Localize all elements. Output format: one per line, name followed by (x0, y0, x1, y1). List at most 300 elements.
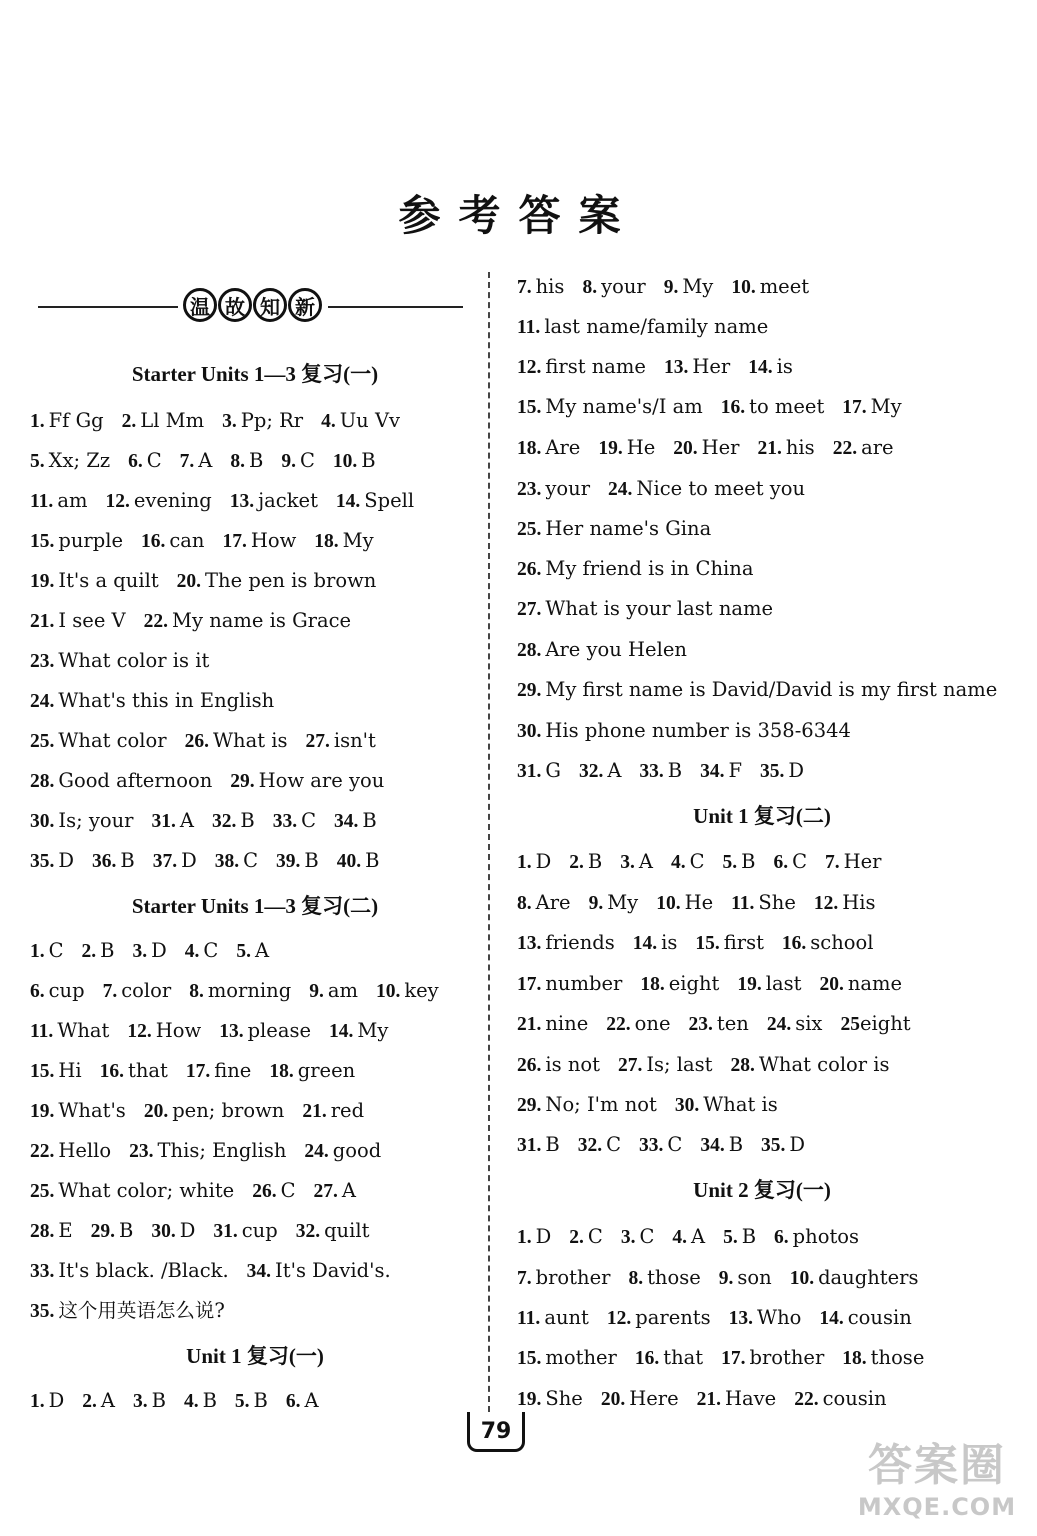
answer-item (761, 1133, 805, 1156)
answer-text: C (587, 1225, 603, 1248)
answer-item (141, 529, 204, 552)
answer-item (105, 489, 211, 512)
answer-item (336, 489, 414, 512)
answer-number: 35. (30, 1301, 55, 1322)
answer-number: 7. (102, 981, 118, 1002)
answer-number: 33. (272, 811, 298, 832)
answer-item (517, 678, 997, 701)
answer-text: What color is (758, 1053, 890, 1076)
answer-text: A (100, 1389, 115, 1412)
answer-number: 19. (517, 1389, 542, 1410)
answer-text: your (545, 477, 591, 500)
answer-item (376, 979, 439, 1002)
answer-number: 26. (184, 731, 209, 752)
answer-line (30, 408, 400, 435)
watermark-text: 答案圈 (868, 1440, 1006, 1491)
answer-text: B (545, 1133, 560, 1156)
answer-number: 6. (285, 1391, 301, 1412)
answer-number: 30. (30, 811, 55, 832)
answer-number: 4. (321, 411, 336, 432)
answer-item (91, 1219, 134, 1242)
answer-item (30, 1219, 73, 1242)
answer-text: his (535, 275, 565, 298)
answer-text: What is (703, 1093, 778, 1116)
answer-item (30, 1259, 229, 1282)
answer-text: brother (535, 1266, 611, 1289)
answer-text: My (357, 1019, 389, 1042)
page-number: 79 (467, 1412, 525, 1452)
answer-text: green (297, 1059, 356, 1082)
answer-text: can (169, 529, 205, 552)
answer-text: is not (545, 1053, 600, 1076)
answer-number: 15. (517, 397, 542, 418)
answer-number: 22. (30, 1141, 55, 1162)
answer-number: 13. (728, 1308, 754, 1329)
answer-line (30, 1388, 319, 1415)
answer-line (517, 314, 768, 341)
answer-number: 39. (276, 851, 301, 872)
answer-item (153, 849, 197, 872)
answer-text: B (741, 850, 756, 873)
answer-number: 14. (335, 491, 361, 512)
answer-line (30, 1018, 388, 1045)
answer-line (30, 1058, 355, 1085)
answer-number: 26. (517, 559, 542, 580)
answer-line (30, 648, 209, 675)
answer-text: The pen is brown (205, 569, 377, 592)
answer-number: 34. (333, 811, 359, 832)
answer-item (30, 729, 167, 752)
answer-line (517, 1132, 805, 1159)
answer-line (30, 978, 439, 1005)
answer-item (235, 1389, 268, 1412)
answer-number: 15. (30, 531, 55, 552)
answer-number: 23. (129, 1141, 154, 1162)
answer-text: color (121, 979, 172, 1002)
answer-number: 20. (600, 1389, 626, 1410)
answer-item (314, 1179, 356, 1202)
answer-number: 7. (825, 852, 840, 873)
answer-line (30, 608, 351, 635)
answer-number: 4. (670, 852, 686, 873)
answer-number: 13. (229, 491, 255, 512)
answer-item (30, 849, 74, 872)
answer-text: Uu Vv (339, 409, 401, 432)
answer-item (128, 449, 162, 472)
answer-text: meet (759, 275, 810, 298)
answer-text: How (155, 1019, 202, 1042)
answer-number: 16. (634, 1348, 660, 1369)
answer-text: What color; white (58, 1179, 235, 1202)
answer-text: C (203, 939, 219, 962)
answer-text: It's black. /Black. (58, 1259, 229, 1282)
answer-text: This; English (157, 1139, 287, 1162)
answer-item (281, 449, 315, 472)
answer-number: 24. (304, 1141, 329, 1162)
answer-text: E (58, 1219, 73, 1242)
answer-number: 18. (842, 1348, 867, 1369)
answer-text: Her (701, 436, 740, 459)
answer-item (621, 1225, 655, 1248)
answer-number: 28. (30, 771, 55, 792)
answer-item (230, 449, 263, 472)
banner-rule-left (38, 306, 178, 308)
answer-number: 28. (730, 1055, 755, 1076)
answer-number: 35. (30, 851, 55, 872)
answer-number: 11. (30, 491, 54, 512)
answer-item (579, 759, 621, 782)
banner-rule-right (328, 306, 463, 308)
answer-number: 10. (731, 277, 756, 298)
answer-item (517, 1012, 588, 1035)
answer-number: 11. (517, 1308, 541, 1329)
answer-text: A (254, 939, 270, 962)
answer-item (721, 1346, 824, 1369)
answer-item (30, 569, 159, 592)
answer-number: 17. (842, 397, 867, 418)
answer-line (517, 1345, 924, 1372)
answer-item (517, 315, 768, 338)
answer-item (517, 1346, 617, 1369)
answer-number: 18. (269, 1061, 294, 1082)
answer-text: those (647, 1266, 701, 1289)
answer-number: 2. (82, 1391, 97, 1412)
answer-text: D (535, 1225, 552, 1248)
answer-text: A (304, 1389, 319, 1412)
answer-line (517, 758, 804, 785)
answer-number: 34. (700, 761, 725, 782)
answer-item (840, 1012, 910, 1035)
answer-number: 7. (517, 277, 532, 298)
answer-item (819, 1306, 911, 1329)
answer-number: 7. (179, 451, 195, 472)
answer-text: My first name is David/David is my first name (545, 678, 998, 701)
answer-line (30, 688, 274, 715)
answer-item (276, 849, 319, 872)
answer-number: 22. (794, 1389, 819, 1410)
answer-text: A (607, 759, 622, 782)
answer-item (731, 891, 796, 914)
answer-text: B (587, 850, 603, 873)
answer-text: purple (58, 529, 123, 552)
answer-text: His (842, 891, 876, 914)
answer-text: B (249, 449, 264, 472)
answer-item (782, 931, 874, 954)
answer-item (321, 409, 400, 432)
answer-item (606, 1012, 670, 1035)
answer-text: quilt (324, 1219, 370, 1242)
answer-item (103, 979, 172, 1002)
answer-text: No; I'm not (545, 1093, 657, 1116)
answer-item (607, 1306, 711, 1329)
answer-text: Good afternoon (58, 769, 213, 792)
answer-line (30, 1258, 391, 1285)
answer-number: 18. (640, 974, 665, 995)
answer-line (517, 596, 773, 623)
answer-number: 16. (720, 397, 746, 418)
answer-number: 32. (295, 1221, 321, 1242)
answer-number: 10. (375, 981, 401, 1002)
answer-number: 1. (517, 852, 532, 873)
answer-item (517, 759, 561, 782)
answer-item (639, 1133, 682, 1156)
answer-number: 5. (30, 451, 45, 472)
answer-item (517, 1133, 560, 1156)
answer-text: please (247, 1019, 312, 1042)
answer-text: What color is it (58, 649, 210, 672)
answer-number: 23. (517, 479, 542, 500)
answer-number: 4. (184, 941, 200, 962)
answer-text: six (795, 1012, 823, 1035)
answer-text: What's (58, 1099, 126, 1122)
answer-line (30, 528, 374, 555)
answer-item (842, 395, 901, 418)
answer-item (230, 489, 318, 512)
answer-line (517, 394, 902, 421)
answer-number: 27. (305, 731, 330, 752)
answer-number: 22. (143, 611, 169, 632)
answer-item (517, 517, 711, 540)
answer-text: D (179, 1219, 196, 1242)
answer-item (252, 1179, 295, 1202)
answer-number: 31. (517, 761, 542, 782)
answer-number: 36. (92, 851, 117, 872)
answer-text: Hi (58, 1059, 82, 1082)
answer-text: aunt (544, 1306, 589, 1329)
answer-item (689, 1012, 749, 1035)
answer-number: 23. (30, 651, 55, 672)
answer-line (517, 1265, 918, 1292)
answer-number: 19. (737, 974, 762, 995)
answer-item (180, 449, 213, 472)
answer-number: 32. (578, 761, 604, 782)
answer-number: 19. (598, 438, 623, 459)
answer-number: 17. (185, 1061, 211, 1082)
answer-number: 2. (569, 1227, 584, 1248)
answer-text: parents (635, 1306, 711, 1329)
answer-item (721, 395, 825, 418)
answer-text: Here (629, 1387, 679, 1410)
answer-number: 9. (718, 1268, 734, 1289)
answer-number: 1. (517, 1227, 532, 1248)
answer-item (517, 972, 622, 995)
answer-item (842, 1346, 924, 1369)
answer-number: 30. (674, 1095, 700, 1116)
answer-text: cup (241, 1219, 278, 1242)
answer-text: He (626, 436, 656, 459)
column-divider (488, 272, 490, 1412)
answer-number: 29. (90, 1221, 115, 1242)
answer-text: cup (48, 979, 85, 1002)
answer-text: Xx; Zz (48, 449, 111, 472)
answer-item (517, 477, 590, 500)
answer-line (517, 354, 793, 381)
answer-item (517, 1093, 657, 1116)
answer-item (601, 1387, 679, 1410)
banner-char: 温 (183, 288, 217, 322)
answer-text: Are you Helen (545, 638, 687, 661)
answer-text: B (361, 449, 376, 472)
answer-item (517, 597, 773, 620)
answer-item (30, 1059, 82, 1082)
answer-number: 25 (840, 1014, 860, 1035)
answer-number: 1. (30, 411, 45, 432)
answer-text: Her (692, 355, 731, 378)
answer-item (635, 1346, 703, 1369)
answer-item (306, 729, 376, 752)
answer-number: 8. (628, 1268, 644, 1289)
answer-text: D (151, 939, 167, 962)
answer-text: morning (207, 979, 292, 1002)
answer-item (517, 719, 851, 742)
answer-number: 21. (302, 1101, 327, 1122)
answer-number: 32. (211, 811, 237, 832)
answer-text: are (861, 436, 894, 459)
banner-char: 故 (218, 288, 252, 322)
answer-number: 31. (213, 1221, 238, 1242)
answer-text: D (58, 849, 75, 872)
answer-item (723, 1225, 756, 1248)
answer-number: 20. (176, 571, 202, 592)
answer-number: 8. (517, 893, 532, 914)
answer-item (517, 931, 615, 954)
answer-item (222, 409, 303, 432)
answer-text: C (146, 449, 162, 472)
answer-number: 15. (30, 1061, 55, 1082)
watermark-url: MXQE.COM (857, 1493, 1017, 1521)
answer-number: 5. (234, 1391, 250, 1412)
answer-line (517, 890, 876, 917)
answer-item (92, 849, 135, 872)
answer-item (640, 972, 719, 995)
answer-text: cousin (847, 1306, 912, 1329)
answer-item (222, 529, 296, 552)
answer-text: son (737, 1266, 772, 1289)
answer-line (517, 971, 902, 998)
answer-number: 3. (620, 852, 635, 873)
answer-text: brother (749, 1346, 825, 1369)
answer-item (309, 979, 358, 1002)
answer-number: 20. (143, 1101, 169, 1122)
answer-number: 2. (569, 852, 584, 873)
answer-item (719, 1266, 772, 1289)
answer-number: 24. (608, 479, 633, 500)
answer-item (100, 1059, 168, 1082)
answer-number: 16. (99, 1061, 124, 1082)
answer-item (671, 850, 705, 873)
answer-item (236, 939, 269, 962)
answer-item (82, 939, 115, 962)
answer-item (302, 1099, 364, 1122)
answer-text: A (690, 1225, 706, 1248)
answer-number: 6. (128, 451, 143, 472)
answer-number: 12. (105, 491, 130, 512)
answer-line (517, 435, 894, 462)
answer-item (30, 1099, 126, 1122)
answer-item (30, 649, 209, 672)
answer-text: My (607, 891, 639, 914)
answer-text: A (638, 850, 653, 873)
answer-line (30, 448, 376, 475)
answer-item (30, 1139, 111, 1162)
answer-number: 6. (30, 981, 45, 1002)
answer-item (30, 609, 126, 632)
answer-number: 3. (132, 941, 148, 962)
answer-text: C (689, 850, 705, 873)
page-title: 参考答案 (398, 191, 639, 240)
answer-text: What color (58, 729, 167, 752)
answer-number: 3. (132, 1391, 148, 1412)
answer-text: She (758, 891, 796, 914)
answer-text: that (128, 1059, 168, 1082)
answer-text: Is; your (58, 809, 134, 832)
answer-text: Pp; Rr (240, 409, 304, 432)
answer-text: name (847, 972, 903, 995)
answer-item (517, 395, 703, 418)
answer-text: C (792, 850, 808, 873)
answer-text: jacket (258, 489, 318, 512)
answer-text: What (57, 1019, 110, 1042)
answer-item (247, 1259, 391, 1282)
answer-item (517, 891, 571, 914)
answer-number: 20. (673, 438, 698, 459)
answer-number: 5. (236, 941, 251, 962)
answer-line (30, 488, 414, 515)
answer-item (517, 1225, 551, 1248)
answer-number: 33. (639, 1135, 664, 1156)
section-heading: Starter Units 1—3 复习(二) (131, 894, 379, 918)
answer-number: 35. (760, 761, 785, 782)
answer-item (582, 275, 645, 298)
watermark-logo (842, 1440, 1032, 1532)
answer-text: My friend is in China (545, 557, 754, 580)
answer-number: 8. (189, 981, 204, 1002)
answer-text: D (48, 1389, 65, 1412)
answer-number: 26. (517, 1055, 542, 1076)
answer-item (215, 849, 258, 872)
answer-number: 13. (219, 1021, 244, 1042)
answer-number: 10. (332, 451, 358, 472)
answer-number: 3. (620, 1227, 636, 1248)
answer-line (30, 568, 376, 595)
answer-item (82, 1389, 115, 1412)
answer-number: 17. (517, 974, 542, 995)
answer-text: Are (545, 436, 581, 459)
answer-item (269, 1059, 355, 1082)
answer-text: B (365, 849, 380, 872)
answer-item (517, 1266, 610, 1289)
answer-line (517, 930, 874, 957)
answer-item (723, 850, 756, 873)
answer-number: 11. (517, 317, 541, 338)
answer-item (296, 1219, 370, 1242)
answer-item (700, 759, 742, 782)
answer-text: evening (133, 489, 212, 512)
answer-number: 33. (639, 761, 664, 782)
answer-number: 8. (582, 277, 598, 298)
answer-item (219, 1019, 311, 1042)
answer-number: 7. (517, 1268, 532, 1289)
answer-number: 28. (517, 640, 542, 661)
answer-text: key (404, 979, 439, 1002)
answer-text: F (728, 759, 743, 782)
answer-number: 27. (617, 1055, 643, 1076)
answer-item (517, 436, 580, 459)
answer-number: 29. (517, 1095, 542, 1116)
answer-text: A (341, 1179, 356, 1202)
answer-item (30, 1299, 225, 1322)
answer-item (620, 850, 653, 873)
